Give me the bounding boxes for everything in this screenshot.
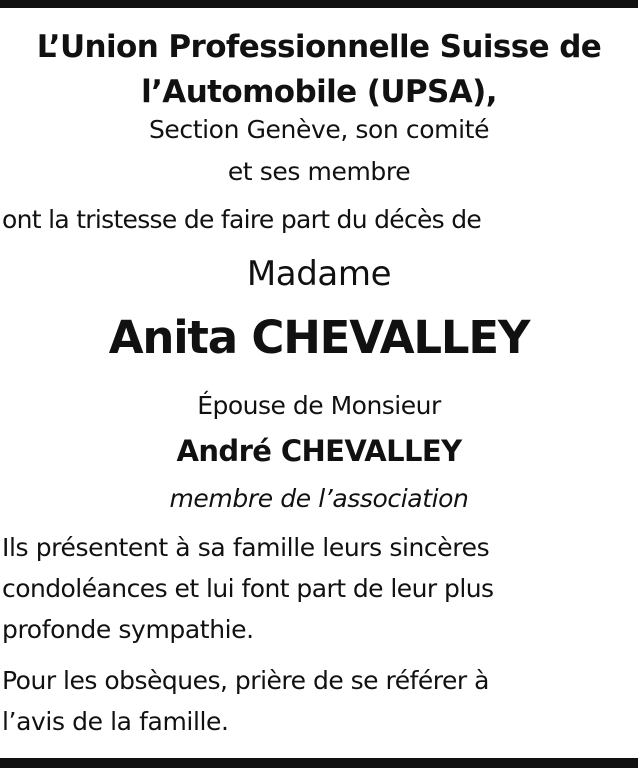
organization-name-line-1: L’Union Professionnelle Suisse de xyxy=(36,29,602,65)
section-line-1: Section Genève, son comité xyxy=(148,115,490,144)
funeral-paragraph-line-1: Pour les obsèques, prière de se référer à xyxy=(2,666,489,695)
membership-note: membre de l’association xyxy=(169,484,469,513)
condolence-paragraph-line-1: Ils présentent à sa famille leurs sincères xyxy=(2,533,490,562)
top-border-rule xyxy=(0,0,638,8)
section-line-2: et ses membre xyxy=(227,157,411,186)
deceased-title: Madame xyxy=(246,254,392,294)
spouse-name: André CHEVALLEY xyxy=(176,434,462,468)
condolence-paragraph-line-3: profonde sympathie. xyxy=(2,615,254,644)
funeral-paragraph-line-2: l’avis de la famille. xyxy=(2,707,229,736)
organization-name-line-2: l’Automobile (UPSA), xyxy=(141,74,497,110)
condolence-paragraph-line-2: condoléances et lui font part de leur plus xyxy=(2,574,494,603)
deceased-name: Anita CHEVALLEY xyxy=(108,311,530,364)
bottom-border-rule xyxy=(0,758,638,768)
intro-text: ont la tristesse de faire part du décès de xyxy=(2,205,482,234)
spouse-relation: Épouse de Monsieur xyxy=(197,391,441,420)
